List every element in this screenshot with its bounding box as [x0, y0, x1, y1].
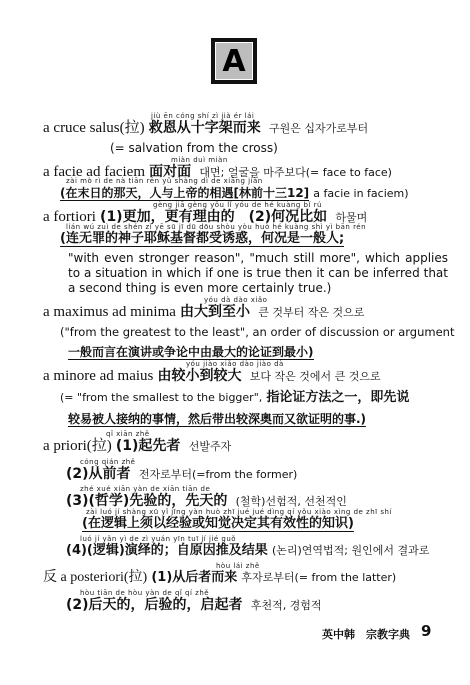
chinese-gloss: (1)起先者 [115, 438, 181, 454]
section-letter-badge [211, 38, 257, 84]
chinese-gloss: 一般而言在演讲或争论中由最大的论证到最小) [68, 345, 314, 359]
chinese-gloss: (3)(哲学)先验的，先天的 [66, 493, 228, 509]
chinese-gloss: (2)后天的，后验的，启起者 [66, 597, 243, 613]
pinyin: cóng qián zhě [80, 458, 136, 466]
chinese-gloss: 面对面 [149, 164, 192, 180]
pinyin: zài luó jí shàng xū yǐ jīng yàn huò zhī jué jué dìng qí yǒu xiào xìng de zhī shí [86, 508, 392, 516]
chinese-gloss: 指论证方法之一，即先说 [266, 390, 410, 405]
pinyin: yóu jiào xiǎo dào jiào dà [186, 360, 284, 368]
chinese-gloss: (1)更加，更有理由的 (2)何况比如 [100, 209, 328, 225]
pinyin: zhé xué xiān yàn de xiān tiān de [80, 485, 211, 493]
korean-gloss: 선발주자 [188, 440, 232, 453]
chinese-gloss: (在末日的那天，人与上帝的相遇[林前十三12] [60, 186, 310, 200]
entry-a-maximus [43, 304, 364, 321]
entry-a-priori [43, 438, 231, 455]
korean-gloss: 전자로부터(=from the former) [138, 468, 298, 481]
korean-gloss: (철학)선험적, 선천적인 [235, 495, 347, 508]
pinyin: qǐ xiān zhě [106, 430, 150, 438]
sense-4 [66, 543, 429, 559]
section-letter: A [215, 42, 253, 80]
pinyin: hòu lái zhě [216, 562, 260, 570]
korean-gloss: 큰 것부터 작은 것으로 [258, 306, 365, 319]
sense-3-note [82, 516, 354, 532]
korean-gloss: (논리)연역법적; 원인에서 결과로 [271, 544, 430, 557]
korean-gloss: 하물며 [335, 211, 368, 224]
entry-a-posteriori [43, 570, 396, 586]
sense-2 [66, 597, 322, 614]
latin-gloss: a facie in faciem) [313, 187, 409, 200]
chinese-gloss: 由较小到较大 [157, 368, 242, 384]
korean-gloss: 보다 작은 것에서 큰 것으로 [249, 370, 381, 383]
chinese-gloss: (4)(逻辑)演绎的；自原因推及结果 [66, 543, 268, 558]
korean-gloss: 후천적, 경험적 [250, 599, 322, 612]
pinyin: jiù ēn cóng shí zì jià ér lái [151, 112, 255, 120]
headword: a priori(拉) [43, 438, 112, 454]
page-number: 9 [421, 622, 432, 640]
korean-gloss: 대면; 얼굴을 마주보다(= face to face) [199, 166, 392, 179]
chinese-gloss: 较易被人接纳的事情，然后带出较深奥而又欲证明的事.) [68, 412, 367, 426]
pinyin: hòu tiān de hòu yàn de qǐ qí zhě [80, 589, 210, 597]
chinese-gloss-line [68, 344, 314, 361]
english-gloss: "with even stronger reason", "much still more", which applies to a situation in which if one is true then it can be inferred that a second thing is even more certainly true.) [68, 251, 448, 295]
korean-gloss: 구원은 십자가로부터 [269, 122, 369, 135]
pinyin: zài mò rì de nà tiān rén yǔ shàng dì de xiāng jiàn [66, 177, 263, 185]
english-gloss-line [60, 390, 409, 406]
headword: a fortiori [43, 209, 96, 225]
headword: a maximus ad minima [43, 304, 176, 320]
pinyin: gèng jiā gèng yǒu lǐ yóu de hé kuàng bǐ rú [153, 201, 322, 209]
chinese-gloss: 由大到至小 [180, 304, 251, 320]
entry-a-minore [43, 368, 381, 385]
korean-gloss: 후자로부터(= from the latter) [241, 571, 397, 584]
headword: a facie ad faciem [43, 164, 146, 180]
running-footer-title: 英中韩 宗教字典 [322, 628, 410, 641]
chinese-gloss: (连无罪的神子耶稣基督都受诱惑，何况是一般人; [60, 231, 345, 246]
pinyin: yóu dà dào xiǎo [204, 296, 268, 304]
english-gloss: (= salvation from the cross) [110, 141, 278, 155]
pinyin: miàn duì miàn [171, 156, 228, 164]
english-gloss: ("from the greatest to the least", an order of discussion or argument [60, 325, 455, 339]
pinyin: luó jí yǎn yì de zì yuán yīn tuī jí jié guǒ [80, 535, 237, 543]
sense-2 [66, 466, 297, 483]
headword: 反 a posteriori(拉) [43, 570, 148, 585]
headword: a minore ad maius [43, 368, 154, 384]
chinese-gloss-line [60, 185, 409, 202]
entry-a-cruce [43, 120, 368, 137]
chinese-gloss-line [68, 411, 366, 428]
pinyin: lián wú zuì de shén zǐ yē sū jī dū dōu shòu yòu huò hé kuàng shì yì bān rén [66, 223, 367, 231]
english-gloss: (= "from the smallest to the bigger", [60, 391, 263, 404]
chinese-gloss-line [60, 231, 344, 247]
chinese-gloss: (在逻辑上须以经验或知觉决定其有效性的知识) [82, 516, 354, 531]
chinese-gloss: (2)从前者 [66, 466, 131, 482]
chinese-gloss: (1)从后者而来 [151, 570, 238, 585]
headword: a cruce salus(拉) [43, 120, 145, 136]
chinese-gloss: 救恩从十字架而来 [148, 120, 261, 136]
